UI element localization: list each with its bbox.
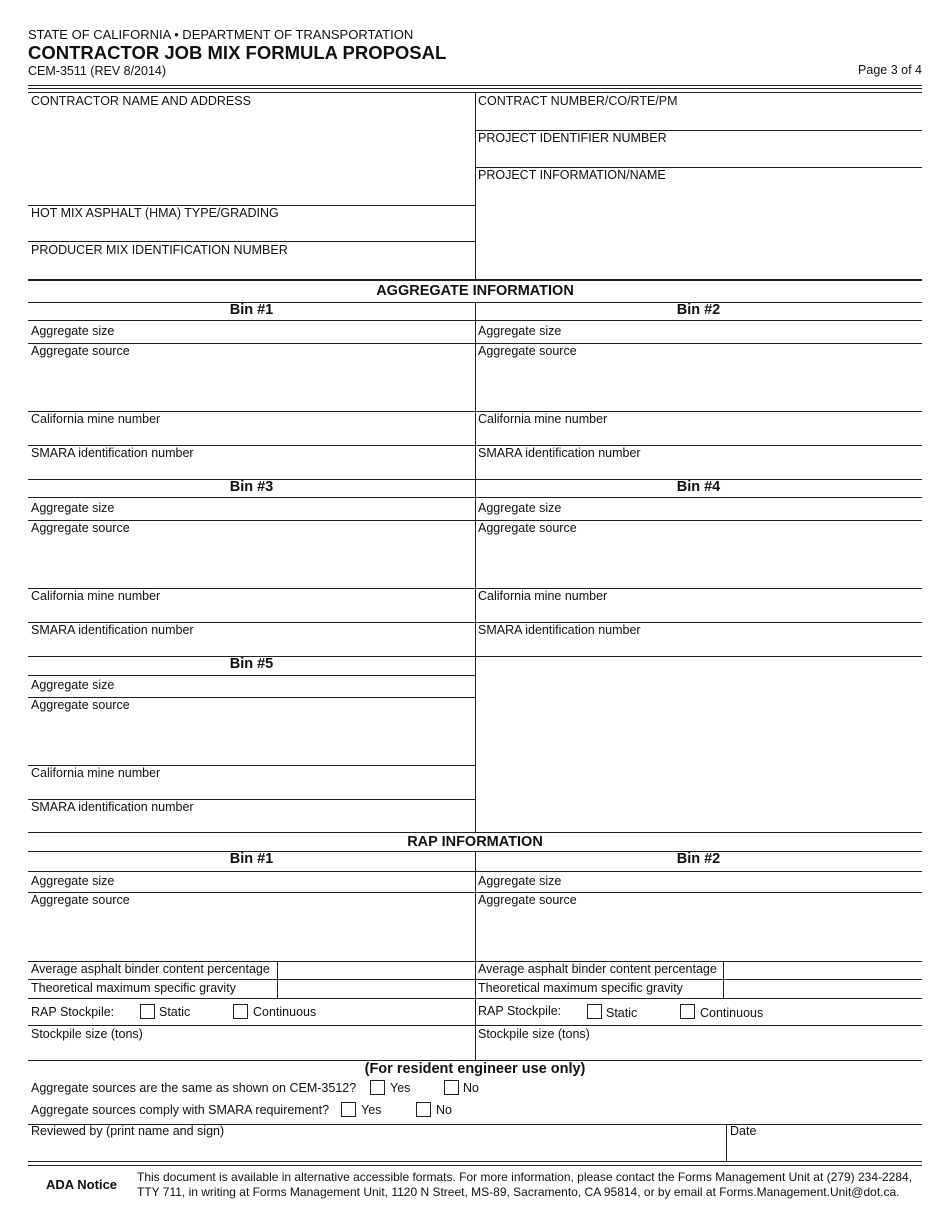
q1-no-checkbox[interactable] [444,1080,459,1095]
engineer-section-title: (For resident engineer use only) [364,1061,586,1077]
rule [475,998,922,999]
engineer-q1: Aggregate sources are the same as shown on CEM-3512? [31,1081,357,1095]
rule [28,871,475,872]
agg-bin-3-mine[interactable]: California mine number [31,589,161,603]
contractor-field[interactable] [28,92,475,205]
rap-bin-1-gravity-label: Theoretical maximum specific gravity [31,981,236,995]
rap-bin-2-title: Bin #2 [676,851,721,867]
rap-bin-2-static-checkbox[interactable] [587,1004,602,1019]
agg-bin-5-mine[interactable]: California mine number [31,766,161,780]
rule [28,1161,922,1162]
rap-bin-2-binder-label: Average asphalt binder content percentage [478,962,717,976]
rap-bin-2-gravity-label: Theoretical maximum specific gravity [478,981,683,995]
ada-line-2: TTY 711, in writing at Forms Management Unit, 1120 N Street, MS-89, Sacramento, CA 95814, or by email at Forms.Management.Unit@dot.ca. [137,1185,900,1199]
agg-bin-3-title: Bin #3 [229,479,274,495]
ada-rule [28,1165,922,1166]
rule [475,497,922,498]
page-number: Page 3 of 4 [858,63,922,77]
agg-bin-5-size[interactable]: Aggregate size [31,678,115,692]
rap-bin-1-size[interactable]: Aggregate size [31,874,115,888]
engineer-q2: Aggregate sources comply with SMARA requirement? [31,1103,330,1117]
project-id-label: PROJECT IDENTIFIER NUMBER [478,131,667,145]
header-rule-2 [28,88,922,89]
rap-bin-1-continuous-label: Continuous [253,1005,317,1019]
q1-no-label: No [463,1081,479,1095]
rap-bin-1-stockpile-size[interactable]: Stockpile size (tons) [31,1027,143,1041]
ada-line-1: This document is available in alternative accessible formats. For more information, please contact the Forms Management Unit at (279) 234-2284, [137,1170,913,1184]
header-rule-1 [28,85,922,86]
q2-yes-label: Yes [361,1103,382,1117]
q2-yes-checkbox[interactable] [341,1102,356,1117]
agg-bin-2-mine[interactable]: California mine number [478,412,608,426]
aggregate-divider [475,302,476,832]
rap-bin-1-binder-input[interactable] [278,962,474,979]
rap-bin-2-size[interactable]: Aggregate size [478,874,562,888]
rule [28,998,475,999]
rap-bin-1-gravity-input[interactable] [278,980,474,997]
agg-bin-4-size[interactable]: Aggregate size [478,501,562,515]
rap-bin-2-continuous-label: Continuous [700,1006,764,1020]
reviewed-by-label: Reviewed by (print name and sign) [31,1124,225,1138]
rule [28,675,475,676]
contract-field[interactable] [475,92,922,130]
agg-bin-2-size[interactable]: Aggregate size [478,324,562,338]
agg-bin-1-title: Bin #1 [229,302,274,318]
date-field[interactable] [727,1124,922,1161]
aggregate-section-title: AGGREGATE INFORMATION [376,283,574,299]
rap-bin-1-stockpile-label: RAP Stockpile: [31,1005,115,1019]
rule [28,497,475,498]
agg-bin-4-title: Bin #4 [676,479,721,495]
agg-bin-3-size[interactable]: Aggregate size [31,501,115,515]
agg-bin-5-source[interactable]: Aggregate source [31,698,130,712]
rap-bin-2-gravity-input[interactable] [724,980,921,997]
ada-label: ADA Notice [46,1177,118,1192]
rap-bin-1-title: Bin #1 [229,851,274,867]
agg-bin-1-source[interactable]: Aggregate source [31,344,130,358]
rule [475,871,922,872]
agg-bin-4-mine[interactable]: California mine number [478,589,608,603]
q2-no-checkbox[interactable] [416,1102,431,1117]
producer-field[interactable] [28,241,475,279]
form-title: CONTRACTOR JOB MIX FORMULA PROPOSAL [28,42,447,63]
agg-bin-5-title: Bin #5 [229,656,274,672]
rule [28,1025,475,1026]
agg-bin-1-size[interactable]: Aggregate size [31,324,115,338]
date-label: Date [730,1124,757,1138]
contract-label: CONTRACT NUMBER/CO/RTE/PM [478,94,678,108]
q1-yes-checkbox[interactable] [370,1080,385,1095]
rap-bin-2-binder-input[interactable] [724,962,921,979]
rap-bin-1-static-label: Static [159,1005,191,1019]
agg-bin-1-smara[interactable]: SMARA identification number [31,446,194,460]
rap-section-title: RAP INFORMATION [407,834,543,850]
project-info-field[interactable] [475,167,922,279]
agg-bin-3-smara[interactable]: SMARA identification number [31,623,194,637]
form-number: CEM-3511 (REV 8/2014) [28,64,167,78]
hma-label: HOT MIX ASPHALT (HMA) TYPE/GRADING [31,206,279,220]
q2-no-label: No [436,1103,452,1117]
producer-label: PRODUCER MIX IDENTIFICATION NUMBER [31,243,288,257]
agg-bin-4-source[interactable]: Aggregate source [478,521,577,535]
rap-divider [475,851,476,1060]
rap-bin-1-source[interactable]: Aggregate source [31,893,130,907]
rap-bin-1-static-checkbox[interactable] [140,1004,155,1019]
rule [28,832,922,833]
project-id-field[interactable] [475,130,922,167]
rap-bin-1-binder-label: Average asphalt binder content percentage [31,962,270,976]
agg-bin-2-smara[interactable]: SMARA identification number [478,446,641,460]
section-rule [28,279,922,281]
project-info-label: PROJECT INFORMATION/NAME [478,168,666,182]
rap-bin-2-stockpile-label: RAP Stockpile: [478,1004,562,1018]
agg-bin-1-mine[interactable]: California mine number [31,412,161,426]
contractor-label: CONTRACTOR NAME AND ADDRESS [31,94,251,108]
reviewed-by-field[interactable] [28,1124,726,1161]
agg-bin-2-title: Bin #2 [676,302,721,318]
q1-yes-label: Yes [390,1081,411,1095]
agg-bin-4-smara[interactable]: SMARA identification number [478,623,641,637]
rap-bin-2-static-label: Static [606,1006,638,1020]
agg-bin-5-smara[interactable]: SMARA identification number [31,800,194,814]
hma-field[interactable] [28,205,475,241]
rule [28,320,475,321]
rap-bin-2-continuous-checkbox[interactable] [680,1004,695,1019]
rap-bin-2-source[interactable]: Aggregate source [478,893,577,907]
rap-bin-1-continuous-checkbox[interactable] [233,1004,248,1019]
agg-bin-2-source[interactable]: Aggregate source [478,344,577,358]
rap-bin-2-stockpile-size[interactable]: Stockpile size (tons) [478,1027,590,1041]
rule [475,1025,922,1026]
agg-bin-3-source[interactable]: Aggregate source [31,521,130,535]
rule [475,320,922,321]
agency-line: STATE OF CALIFORNIA • DEPARTMENT OF TRANSPORTATION [28,27,414,42]
